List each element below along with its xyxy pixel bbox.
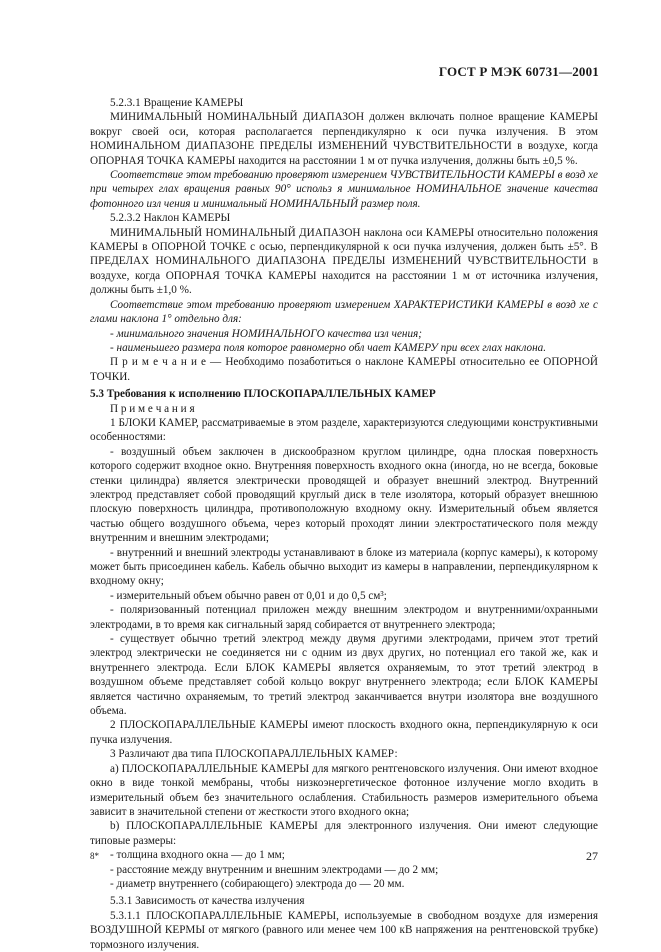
paragraph: 5.2.3.2 Наклон КАМЕРЫ xyxy=(110,212,231,225)
paragraph: b) ПЛОСКОПАРАЛЛЕЛЬНЫЕ КАМЕРЫ для электронного излучения. Они имеют следующие типовые размеры: xyxy=(90,820,598,847)
paragraph: МИНИМАЛЬНЫЙ НОМИНАЛЬНЫЙ ДИАПАЗОН должен включать полное вращение КАМЕРЫ вокруг своей оси, которая располагается перпендикулярно к оси пучка излучения. В этом НОМИНАЛЬНОМ ДИАПАЗОНЕ ПРЕДЕЛЫ ИЗМЕНЕНИЙ ЧУВСТВИТЕЛЬНОСТИ в воздухе, когда ОПОРНАЯ ТОЧКА КАМЕРЫ находится на расстоянии 1 м от пучка излучения, должны быть ±0,5 %. xyxy=(90,111,598,167)
paragraph: - измерительный объем обычно равен от 0,01 и до 0,5 см³; xyxy=(110,589,387,602)
paragraph: П р и м е ч а н и я xyxy=(110,402,195,415)
document-header: ГОСТ Р МЭК 60731—2001 xyxy=(438,64,599,79)
paragraph: 3 Различают два типа ПЛОСКОПАРАЛЛЕЛЬНЫХ КАМЕР: xyxy=(110,748,398,761)
document-body xyxy=(90,96,598,952)
paragraph: а) ПЛОСКОПАРАЛЛЕЛЬНЫЕ КАМЕРЫ для мягкого рентгеновского излучения. Они имеют входное окно в виде тонкой мембраны, чтобы низкоэнергетическое фотонное излучение могло входить в измерительный объем без значительного ослабления. Стабильность размеров измерительного объема зависит в значительной степени от жесткости этого входного окна; xyxy=(90,762,598,818)
paragraph: - расстояние между внутренним и внешним электродами — до 2 мм; xyxy=(110,863,439,876)
paragraph: Соответствие этом требованию проверяют измерением ХАРАКТЕРИСТИКИ КАМЕРЫ в возд хе с глами наклона 1° отдельно для: xyxy=(90,298,598,326)
paragraph: - внутренний и внешний электроды устанавливают в блоке из материала (корпус камеры), к которому может быть присоединен кабель. Кабель обычно выходит из камеры в направлении, перпендикулярном к входному окну; xyxy=(90,546,598,588)
paragraph: 5.2.3.1 Вращение КАМЕРЫ xyxy=(110,97,244,109)
section-heading: 5.3 Требования к исполнению ПЛОСКОПАРАЛЛЕЛЬНЫХ КАМЕР xyxy=(90,388,436,401)
footer-sheet-mark: 8* xyxy=(90,851,99,861)
paragraph: - толщина входного окна — до 1 мм; xyxy=(110,849,285,862)
paragraph: Соответствие этом требованию проверяют измерением ЧУВСТВИТЕЛЬНОСТИ КАМЕРЫ в возд хе при четырех глах вращения равных 90° использ я минимальное НОМИНАЛЬНОЕ значение качества фотонного изл чения и минимальный НОМИНАЛЬНЫЙ размер поля. xyxy=(90,169,598,210)
paragraph: - минимального значения НОМИНАЛЬНОГО качества изл чения; xyxy=(110,327,422,340)
paragraph: - наименьшего размера поля которое равномерно обл чает КАМЕРУ при всех глах наклона. xyxy=(110,341,547,354)
paragraph: - воздушный объем заключен в дискообразном круглом цилиндре, одна плоская поверхность которого содержит входное окно. Внутренняя поверхность входного окна (иногда, но не всегда, боковые стенки цилиндра) является электрически проводящей и образует внешний электрод. Внутренний электрод представляет собой проводящий круглый диск в теле изолятора, который образует внешнюю плоскую поверхность цилиндра, противоположную входному окну. Измерительный объем является частью общего воздушного объема, через который проходят линии электростатического поля между внутренним и внешним электродами; xyxy=(90,445,598,545)
paragraph: 2 ПЛОСКОПАРАЛЛЕЛЬНЫЕ КАМЕРЫ имеют плоскость входного окна, перпендикулярную к оси пучка излучения. xyxy=(90,719,598,746)
paragraph: 1 БЛОКИ КАМЕР, рассматриваемые в этом разделе, характеризуются следующими конструктивными особенностями: xyxy=(90,416,598,444)
page-number: 27 xyxy=(586,849,598,863)
paragraph: МИНИМАЛЬНЫЙ НОМИНАЛЬНЫЙ ДИАПАЗОН наклона оси КАМЕРЫ относительно положения КАМЕРЫ в ОПОРНОЙ ТОЧКЕ с осью, перпендикулярной к оси пучка излучения, должен быть ±5°. В ПРЕДЕЛАХ НОМИНАЛЬНОГО ДИАПАЗОНА ПРЕДЕЛЫ ИЗМЕНЕНИЙ ЧУВСТВИТЕЛЬНОСТИ в воздухе, когда ОПОРНАЯ ТОЧКА КАМЕРЫ находится на расстоянии 1 м от источника излучения, должны быть ±1,0 %. xyxy=(90,226,598,297)
paragraph: - диаметр внутреннего (собирающего) электрода до — 20 мм. xyxy=(110,877,405,890)
paragraph: - поляризованный потенциал приложен между внешним электродом и внутренними/охранными электродами, в то время как сигнальный заряд собирается от внутреннего электрода; xyxy=(90,604,598,631)
paragraph: П р и м е ч а н и е — Необходимо позаботиться о наклоне КАМЕРЫ относительно ее ОПОРНОЙ ТОЧКИ. xyxy=(90,356,598,383)
paragraph: 5.3.1 Зависимость от качества излучения xyxy=(110,895,305,908)
paragraph: - существует обычно третий электрод между двумя другими электродами, причем этот третий электрод электрически не соединяется ни с одним из двух других, но потенциал его такой же, как и внутреннего электрода. Если БЛОК КАМЕРЫ является охраняемым, то этот третий электрод в воздушном объеме представляет собой кольцо вокруг внутреннего электрода; если БЛОК КАМЕРЫ является частично охраняемым, то третий электрод заканчивается внутри изолятора вне воздушного объема. xyxy=(90,633,598,718)
paragraph: 5.3.1.1 ПЛОСКОПАРАЛЛЕЛЬНЫЕ КАМЕРЫ, используемые в свободном воздухе для измерения ВОЗДУШНОЙ КЕРМЫ от мягкого (равного или менее чем 100 кВ напряжения на рентгеновской трубке) тормозного излучения. xyxy=(90,909,598,951)
